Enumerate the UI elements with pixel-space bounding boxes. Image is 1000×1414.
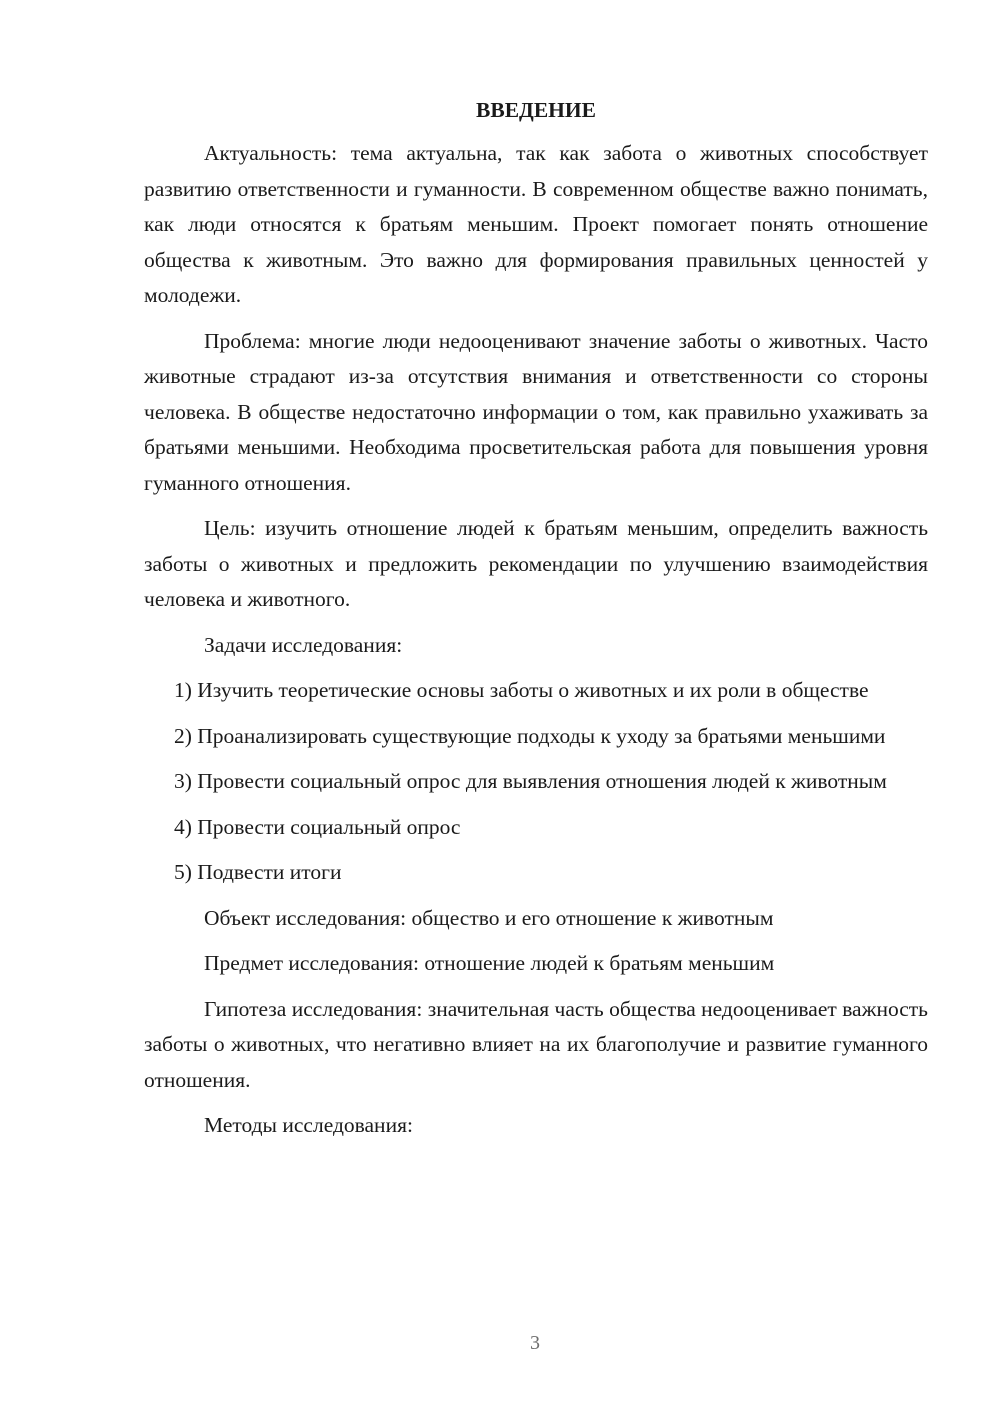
tasks-heading: Задачи исследования: — [204, 632, 403, 657]
task-item-5: 5) Подвести итоги — [174, 860, 342, 884]
task-item-2: 2) Проанализировать существующие подходы к уходу за братьями меньшими — [174, 723, 886, 748]
task-item-3: 3) Провести социальный опрос для выявления отношения людей к животным — [174, 769, 887, 793]
research-object: Объект исследования: общество и его отношение к животным — [204, 905, 774, 930]
research-methods: Методы исследования: — [204, 1113, 413, 1137]
goal-paragraph: Цель: изучить отношение людей к братьям меньшим, определить важность заботы о животных и предложить рекомендации по улучшению взаимодействия человека и животного. — [144, 516, 928, 611]
task-item-4: 4) Провести социальный опрос — [174, 814, 461, 839]
problem-paragraph: Проблема: многие люди недооценивают значение заботы о животных. Часто животные страдают из-за отсутствия внимания и ответственности со стороны человека. В обществе недостаточно информации о том, как правильно ухаживать за братьями меньшими. Необходима просветительская работа для повышения уровня гуманного отношения. — [144, 328, 928, 495]
research-subject: Предмет исследования: отношение людей к братьям меньшим — [204, 951, 775, 975]
research-hypothesis: Гипотеза исследования: значительная часть общества недооценивает важность заботы о животных, что негативно влияет на их благополучие и развитие гуманного отношения. — [144, 996, 928, 1092]
relevance-paragraph: Актуальность: тема актуальна, так как забота о животных способствует развитию ответственности и гуманности. В современном обществе важно понимать, как люди относятся к братьям меньшим. Проект помогает понять отношение общества к животным. Это важно для формирования правильных ценностей у молодежи. — [144, 141, 928, 307]
task-item-1: 1) Изучить теоретические основы заботы о животных и их роли в обществе — [174, 678, 869, 702]
page-number: 3 — [530, 1332, 540, 1354]
section-title: ВВЕДЕНИЕ — [476, 98, 596, 122]
document-page — [144, 90, 928, 1154]
